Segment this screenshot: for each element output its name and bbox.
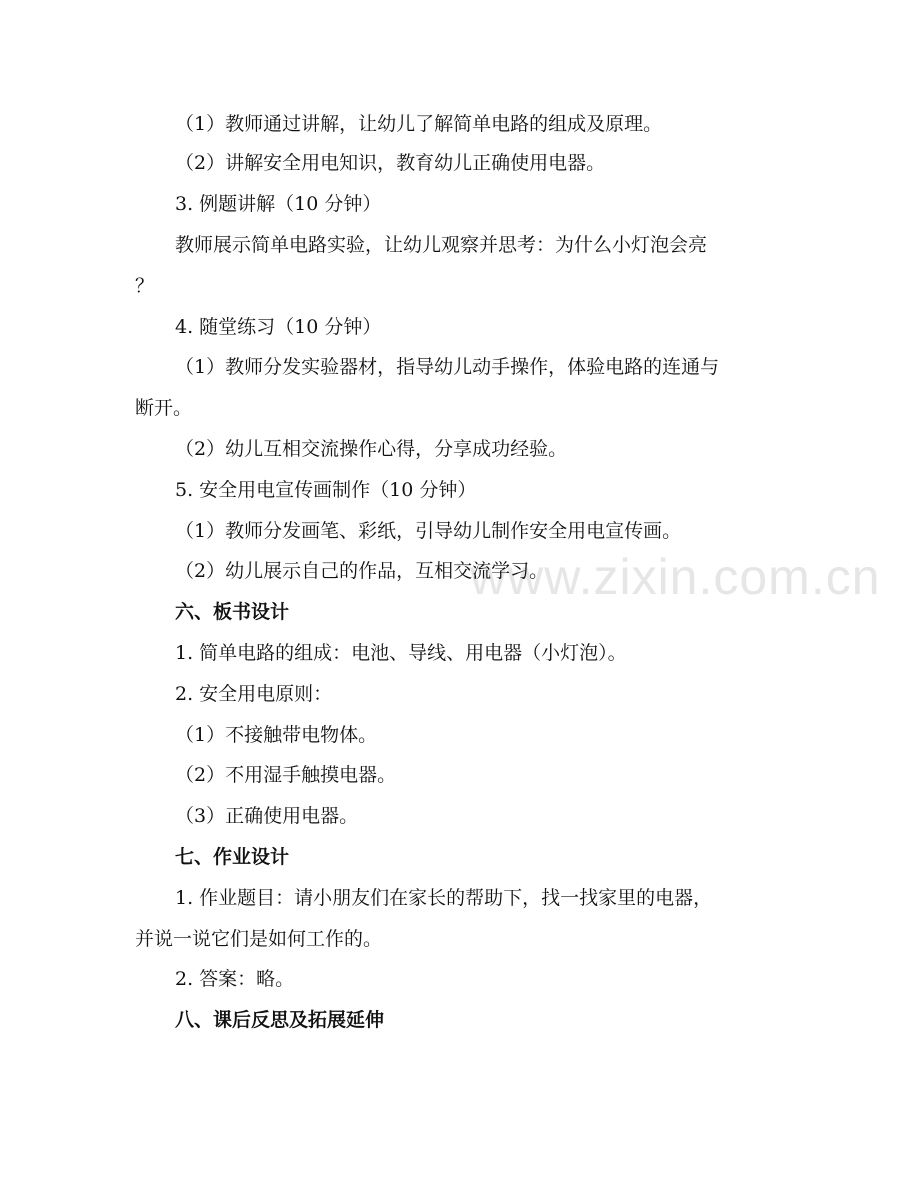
paragraph-line: 教师展示简单电路实验，让幼儿观察并思考：为什么小灯泡会亮: [175, 234, 708, 256]
paragraph-line: （2）讲解安全用电知识，教育幼儿正确使用电器。: [175, 152, 606, 174]
list-item: 3. 例题讲解（10 分钟）: [175, 193, 382, 215]
paragraph-line: （2）不用湿手触摸电器。: [175, 764, 397, 786]
list-item: 1. 简单电路的组成：电池、导线、用电器（小灯泡）。: [175, 642, 627, 664]
paragraph-line: ？: [135, 275, 155, 297]
paragraph-line: 断开。: [135, 397, 193, 419]
paragraph-line: （3）正确使用电器。: [175, 805, 359, 827]
paragraph-line: （1）不接触带电物体。: [175, 724, 378, 746]
paragraph-line: 并说一说它们是如何工作的。: [135, 928, 383, 950]
paragraph-line: （2）幼儿互相交流操作心得，分享成功经验。: [175, 438, 568, 460]
watermark: www.zixin.com.cn: [470, 549, 881, 605]
paragraph-line: （2）幼儿展示自己的作品，互相交流学习。: [175, 560, 549, 582]
section-heading: 八、课后反思及拓展延伸: [175, 1009, 385, 1031]
section-heading: 七、作业设计: [175, 846, 290, 868]
list-item: 2. 安全用电原则：: [175, 683, 333, 705]
section-heading: 六、板书设计: [175, 601, 290, 623]
list-item: 2. 答案：略。: [175, 968, 295, 990]
paragraph-line: （1）教师通过讲解，让幼儿了解简单电路的组成及原理。: [175, 113, 663, 135]
list-item: 4. 随堂练习（10 分钟）: [175, 316, 382, 338]
paragraph-line: （1）教师分发实验器材，指导幼儿动手操作，体验电路的连通与: [175, 356, 720, 378]
paragraph-line: （1）教师分发画笔、彩纸，引导幼儿制作安全用电宣传画。: [175, 520, 682, 542]
list-item: 5. 安全用电宣传画制作（10 分钟）: [175, 479, 477, 501]
list-item: 1. 作业题目：请小朋友们在家长的帮助下，找一找家里的电器，: [175, 887, 713, 909]
